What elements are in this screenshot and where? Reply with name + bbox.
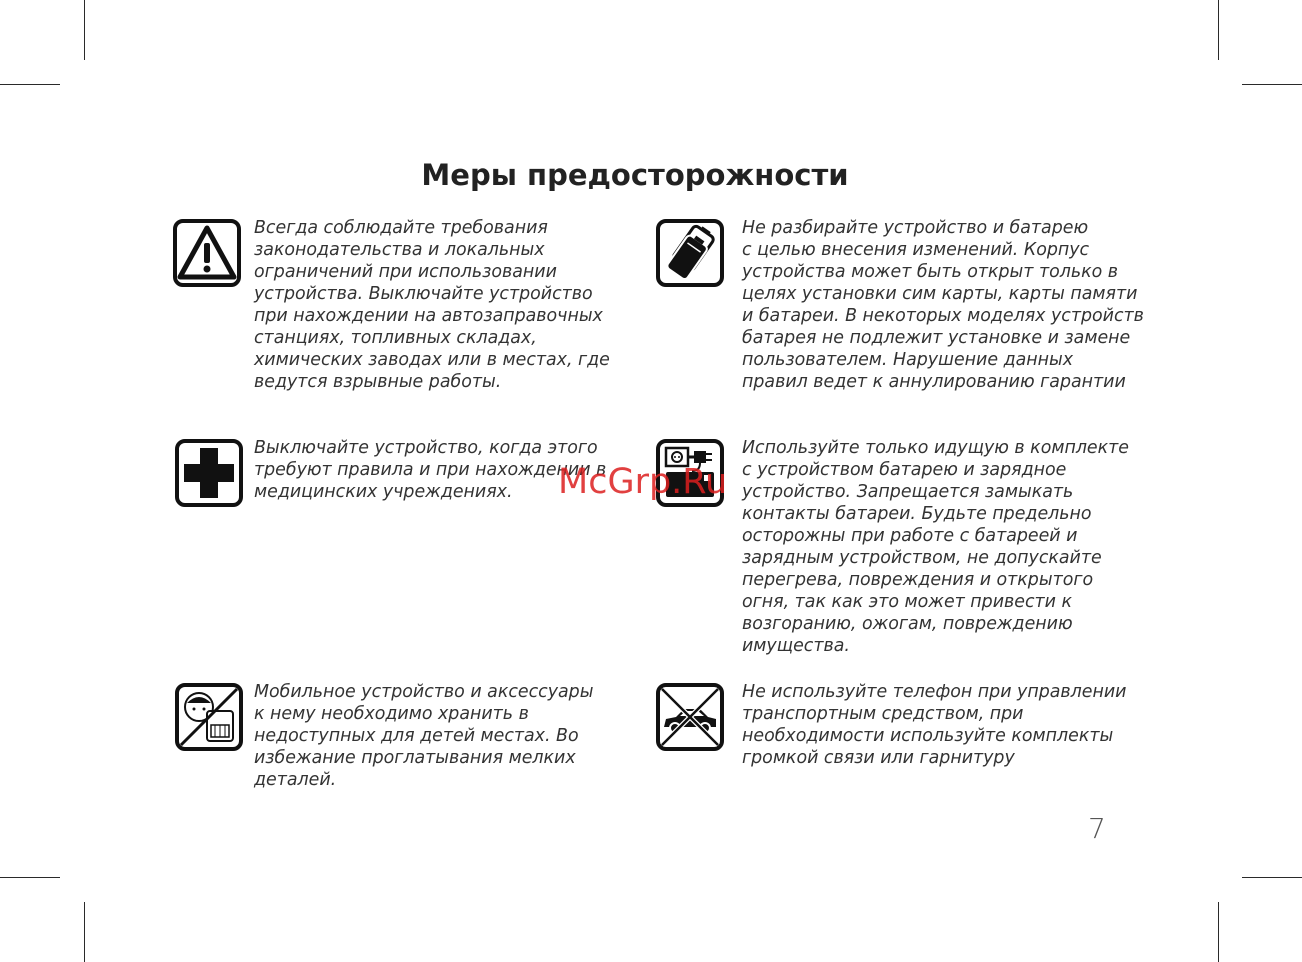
section-text-batteries: Не разбирайте устройство и батарею с целью внесения изменений. Корпус устройства может быть открыт только в целях установки сим карты, карты памяти и батареи. В некоторых моделях устройств батарея не подлежит установке и замене пользователем. Нарушение данных правил ведет к аннулированию гарантии [742, 218, 1144, 392]
page-number: 7 [1088, 812, 1106, 845]
crop-mark [1242, 84, 1302, 85]
section-text-charger: Используйте только идущую в комплекте с устройством батарею и зарядное устройство. Запрещается замыкать контакты батареи. Будьте предельно осторожны при работе с батареей и зарядным устройством, не допускайте перегрева, повреждения и открытого огня, так как это может привести к возгоранию, ожогам, повреждению имущества. [742, 438, 1129, 656]
section-text-warning: Всегда соблюдайте требования законодательства и локальных ограничений при использовании устройства. Выключайте устройство при нахождении на автозаправочных станциях, топливных складах, химических заводах или в местах, где ведутся взрывные работы. [254, 218, 610, 392]
crop-mark [0, 84, 60, 85]
crop-mark [1242, 877, 1302, 878]
crop-mark [84, 902, 85, 962]
section-text-driving: Не используйте телефон при управлении транспортным средством, при необходимости используйте комплекты громкой связи или гарнитуру [742, 682, 1127, 768]
no-phone-while-driving-icon [656, 683, 724, 751]
medical-cross-icon [175, 439, 243, 507]
batteries-icon [656, 219, 724, 287]
section-text-children: Мобильное устройство и аксессуары к нему необходимо хранить в недоступных для детей местах. Во избежание проглатывания мелких деталей. [254, 682, 594, 790]
page-title: Меры предосторожности [421, 158, 849, 192]
crop-mark [1218, 902, 1219, 962]
no-children-icon [175, 683, 243, 751]
crop-mark [0, 877, 60, 878]
crop-mark [84, 0, 85, 60]
crop-mark [1218, 0, 1219, 60]
section-text-medical: Выключайте устройство, когда этого требуют правила и при нахождении в медицинских учреждениях. [254, 438, 607, 502]
warning-triangle-icon [173, 219, 241, 287]
watermark: McGrp.Ru [558, 462, 728, 502]
